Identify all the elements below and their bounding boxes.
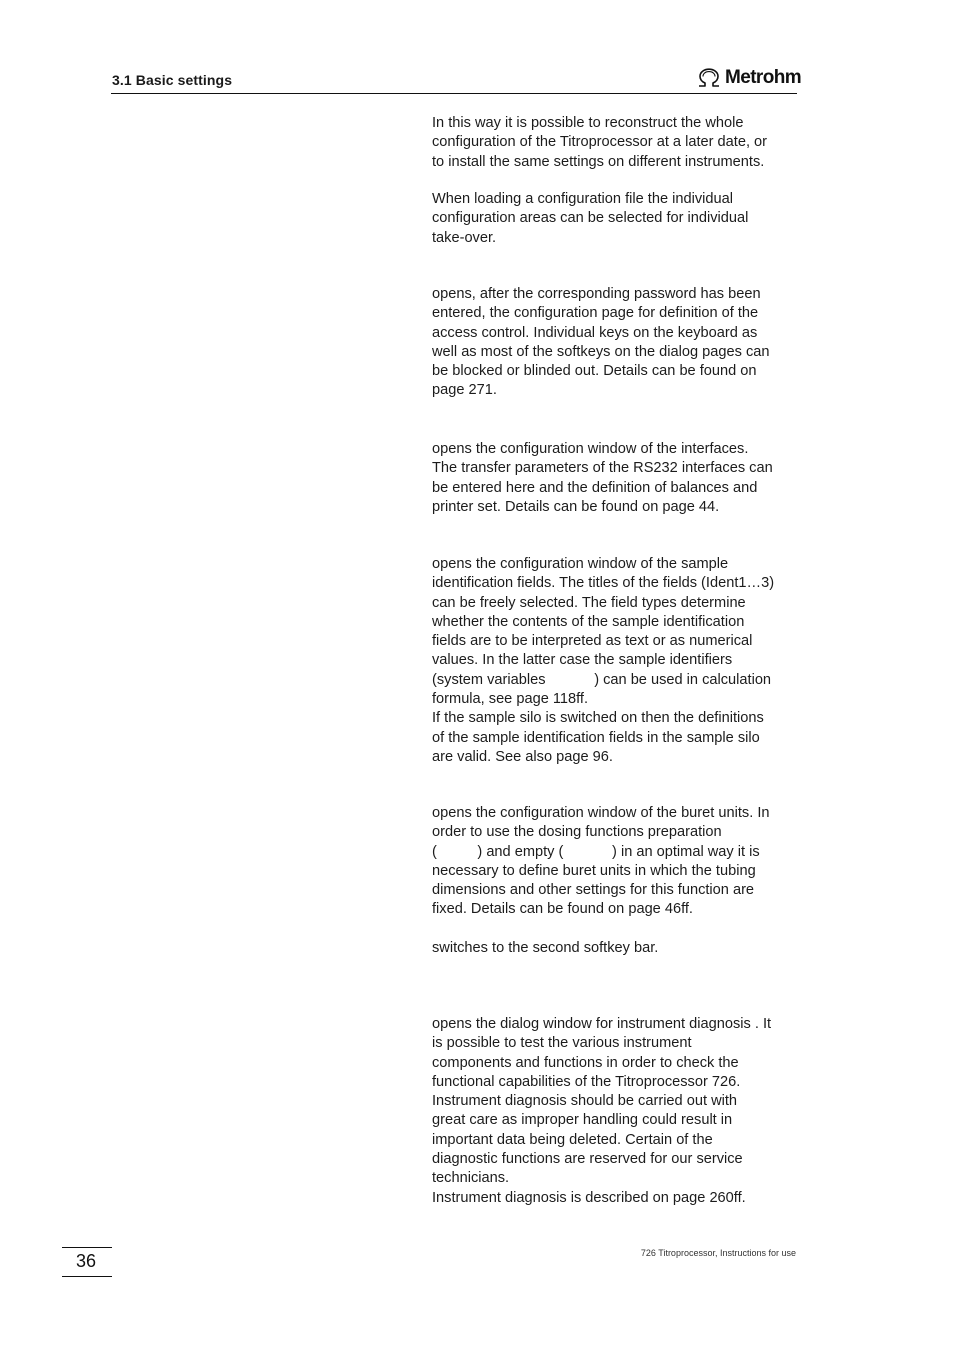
text-line: opens the dialog window for instrument diagnosis . It bbox=[432, 1016, 772, 1032]
text-line: can be freely selected. The field types determine bbox=[432, 594, 746, 611]
text-line: ( ) and empty ( ) in an optimal way it is bbox=[432, 843, 760, 860]
text-line: components and functions in order to check the bbox=[432, 1054, 739, 1071]
text-line: is possible to test the various instrument bbox=[432, 1035, 692, 1052]
text-line: take-over. bbox=[432, 229, 497, 246]
text-line: fields are to be interpreted as text or as numerical bbox=[432, 633, 753, 650]
text-line: printer set. Details can be found on page 44. bbox=[432, 498, 720, 515]
text-line: technicians. bbox=[432, 1170, 510, 1187]
text-line: configuration areas can be selected for individual bbox=[432, 210, 749, 227]
paragraph-softkey-bar bbox=[432, 939, 804, 958]
text-line: opens the configuration window of the sample bbox=[432, 556, 729, 572]
footer-doc-title: 726 Titroprocessor, Instructions for use bbox=[640, 1248, 796, 1258]
text-line: are valid. See also page 96. bbox=[432, 748, 613, 765]
text-line: The transfer parameters of the RS232 interfaces can bbox=[432, 460, 773, 477]
text-line: opens, after the corresponding password has been bbox=[432, 286, 761, 302]
paragraph-reconstruct bbox=[432, 114, 804, 172]
paragraph-sample-identification bbox=[432, 555, 804, 767]
paragraph-access-control bbox=[432, 285, 804, 401]
paragraph-diagnosis bbox=[432, 1015, 804, 1208]
paragraph-buret-units bbox=[432, 804, 804, 920]
text-line: whether the contents of the sample identification bbox=[432, 613, 745, 630]
text-line: identification fields. The titles of the fields (Ident1…3) bbox=[432, 575, 775, 592]
text-line: to install the same settings on different instruments. bbox=[432, 153, 765, 170]
text-line: opens the configuration window of the interfaces. bbox=[432, 441, 749, 457]
text-line: entered, the configuration page for definition of the bbox=[432, 305, 759, 322]
brand-logo bbox=[696, 66, 801, 90]
section-title: 3.1 Basic settings bbox=[112, 72, 233, 88]
text-line: access control. Individual keys on the keyboard as bbox=[432, 324, 758, 341]
text-line: formula, see page 118ff. bbox=[432, 691, 589, 708]
text-line: page 271. bbox=[432, 382, 497, 399]
text-line: be entered here and the definition of balances and bbox=[432, 479, 758, 496]
text-line: order to use the dosing functions preparation bbox=[432, 824, 722, 841]
text-line: be blocked or blinded out. Details can be found on bbox=[432, 363, 757, 380]
text-line: Instrument diagnosis should be carried out with bbox=[432, 1093, 738, 1110]
text-line: fixed. Details can be found on page 46ff. bbox=[432, 901, 693, 918]
text-line: necessary to define buret units in which the tubing bbox=[432, 862, 756, 879]
header-rule bbox=[111, 93, 797, 94]
text-line: In this way it is possible to reconstruct the whole bbox=[432, 115, 744, 131]
text-line: switches to the second softkey bar. bbox=[432, 940, 659, 956]
paragraph-loading bbox=[432, 190, 804, 248]
brand-name: Metrohm bbox=[725, 67, 802, 88]
text-line: diagnostic functions are reserved for our service bbox=[432, 1151, 743, 1168]
text-line: functional capabilities of the Titroprocessor 726. bbox=[432, 1073, 741, 1090]
text-line: of the sample identification fields in the sample silo bbox=[432, 729, 760, 746]
page-number: 36 bbox=[76, 1251, 97, 1271]
text-line: If the sample silo is switched on then the definitions bbox=[432, 710, 764, 727]
text-line: dimensions and other settings for this function are bbox=[432, 882, 755, 899]
text-line: When loading a configuration file the individual bbox=[432, 191, 733, 207]
text-line: (system variables ) can be used in calculation bbox=[432, 671, 772, 688]
text-line: great care as improper handling could result in bbox=[432, 1112, 733, 1129]
text-line: important data being deleted. Certain of the bbox=[432, 1131, 713, 1148]
text-line: Instrument diagnosis is described on page 260ff. bbox=[432, 1189, 746, 1206]
paragraph-interfaces bbox=[432, 440, 804, 517]
text-line: opens the configuration window of the buret units. In bbox=[432, 805, 770, 821]
text-line: values. In the latter case the sample identifiers bbox=[432, 652, 733, 669]
omega-icon bbox=[696, 68, 722, 88]
text-line: well as most of the softkeys on the dialog pages can bbox=[432, 343, 770, 360]
text-line: configuration of the Titroprocessor at a later date, or bbox=[432, 134, 768, 151]
